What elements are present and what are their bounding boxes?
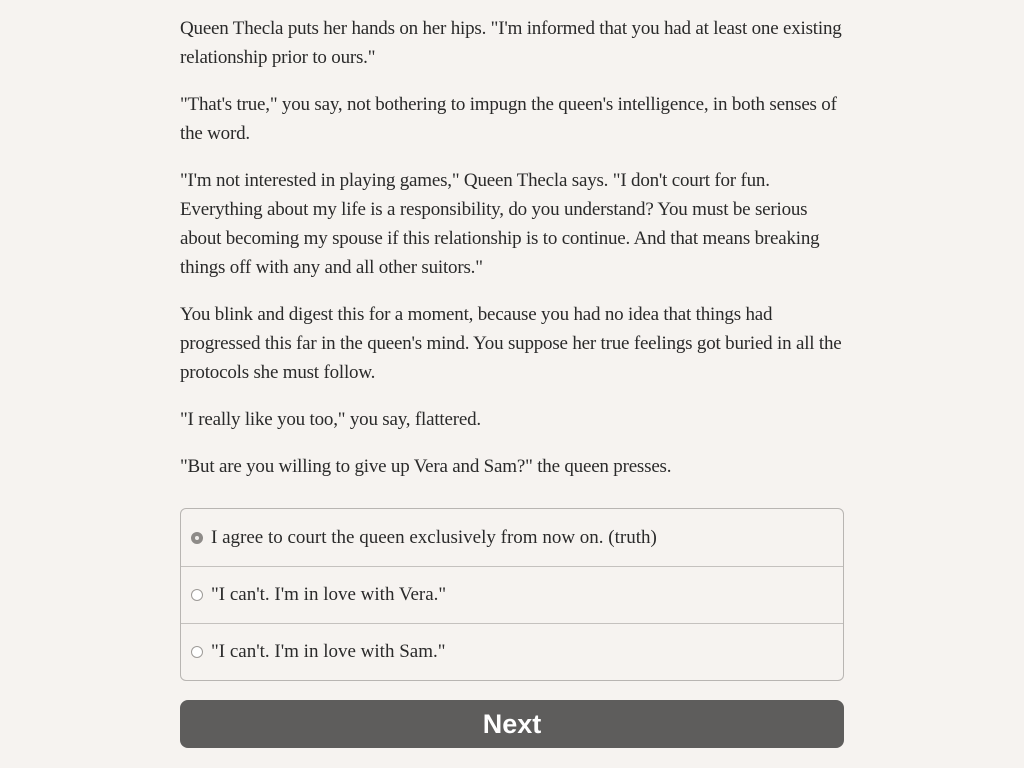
story-paragraph: "That's true," you say, not bothering to impugn the queen's intelligence, in both senses of the word. [180, 94, 837, 144]
radio-selected-icon[interactable] [191, 532, 203, 544]
next-button[interactable]: Next [180, 700, 844, 748]
choice-list [180, 508, 844, 681]
choice-label: I agree to court the queen exclusively from now on. (truth) [211, 526, 657, 548]
story-paragraph: You blink and digest this for a moment, because you had no idea that things had progressed this far in the queen's mind. You suppose her true feelings got buried in all the protocols she must follow. [180, 304, 842, 383]
story-paragraph: "But are you willing to give up Vera and Sam?" the queen presses. [180, 456, 672, 477]
choice-label: "I can't. I'm in love with Vera." [211, 584, 447, 605]
choice-label: "I can't. I'm in love with Sam." [211, 641, 446, 662]
choice-option-love-vera[interactable] [181, 566, 843, 623]
story-text [180, 14, 848, 499]
radio-unselected-icon[interactable] [191, 589, 203, 601]
choice-option-court-exclusively[interactable] [181, 509, 843, 566]
story-paragraph: "I really like you too," you say, flattered. [180, 409, 481, 430]
radio-unselected-icon[interactable] [191, 646, 203, 658]
story-paragraph: Queen Thecla puts her hands on her hips. "I'm informed that you had at least one existing relationship prior to ours." [180, 18, 842, 68]
story-paragraph: "I'm not interested in playing games," Queen Thecla says. "I don't court for fun. Everything about my life is a responsibility, do you understand? You must be serious about becoming my spouse if this relationship is to continue. And that means breaking things off with any and all other suitors." [180, 170, 820, 278]
choice-option-love-sam[interactable] [181, 623, 843, 680]
